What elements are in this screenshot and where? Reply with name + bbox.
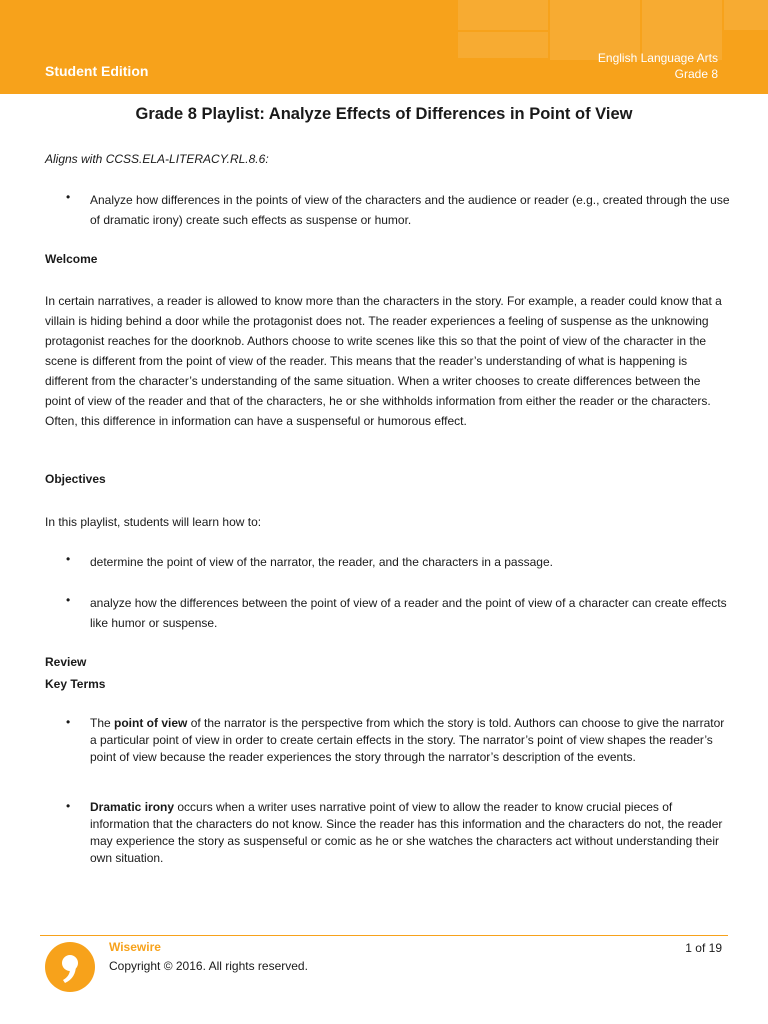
term-definition: occurs when a writer uses narrative point of view to allow the reader to know crucial pieces of information that the characters do not know. Since the reader has this information and the characters do not, the reader may experience the story as suspenseful or comic as he or she watches the characters act without understanding their own situation. — [90, 800, 723, 865]
header-decoration — [724, 0, 768, 30]
bullet-icon: • — [66, 715, 71, 729]
review-heading: Review — [45, 655, 87, 669]
term-name: point of view — [114, 716, 188, 730]
footer-divider — [40, 935, 728, 936]
key-term-item — [90, 799, 730, 867]
bullet-icon: • — [66, 190, 71, 204]
header-decoration — [458, 0, 548, 30]
standard-alignment: Aligns with CCSS.ELA-LITERACY.RL.8.6: — [45, 152, 269, 166]
wisewire-logo-icon — [45, 942, 95, 992]
header-decoration — [458, 32, 548, 58]
objective-item: analyze how the differences between the point of view of a reader and the point of view of a character can create effects like humor or suspense. — [90, 596, 727, 630]
bullet-icon: • — [66, 552, 71, 566]
page-header — [0, 0, 768, 94]
bullet-icon: • — [66, 799, 71, 813]
key-terms-heading: Key Terms — [45, 677, 106, 691]
term-lead: The — [90, 716, 115, 730]
objective-item: determine the point of view of the narrator, the reader, and the characters in a passage. — [90, 555, 553, 569]
edition-label: Student Edition — [45, 63, 149, 79]
footer-brand: Wisewire — [109, 940, 161, 954]
page-title: Grade 8 Playlist: Analyze Effects of Differences in Point of View — [135, 105, 633, 123]
grade-line: Grade 8 — [674, 67, 718, 81]
key-term-item — [90, 715, 730, 766]
welcome-body: In certain narratives, a reader is allowed to know more than the characters in the story. For example, a reader could know that a villain is hiding behind a door while the protagonist does not. The reader experiences a feeling of suspense as the unknowing protagonist reaches for the doorknob. Authors choose to write scenes like this so that the point of view of the character in the scene is different from the point of view of the reader. This means that the reader’s understanding of what is happening is different from the character’s understanding of the same situation. When a writer chooses to create differences between the point of view of the reader and that of the characters, he or she withholds information from either the reader or the characters. Often, this difference in information can have a suspenseful or humorous effect. — [45, 294, 722, 428]
footer-copyright: Copyright © 2016. All rights reserved. — [109, 959, 308, 973]
standard-text: Analyze how differences in the points of view of the characters and the audience or reader (e.g., created through the use of dramatic irony) create such effects as suspense or humor. — [90, 193, 730, 227]
page-number: 1 of 19 — [685, 941, 722, 955]
objectives-intro: In this playlist, students will learn how to: — [45, 515, 262, 529]
objectives-heading: Objectives — [45, 472, 106, 486]
subject-label — [598, 50, 718, 82]
subject-line: English Language Arts — [597, 51, 718, 65]
welcome-heading: Welcome — [45, 252, 98, 266]
term-name: Dramatic irony — [90, 800, 175, 814]
term-definition: of the narrator is the perspective from which the story is told. Authors can choose to give the narrator a particular point of view in order to create certain effects in the story. The narrator’s point of view shapes the reader’s point of view because the reader experiences the story through the narrator’s description of the events. — [90, 716, 725, 764]
bullet-icon: • — [66, 593, 71, 607]
